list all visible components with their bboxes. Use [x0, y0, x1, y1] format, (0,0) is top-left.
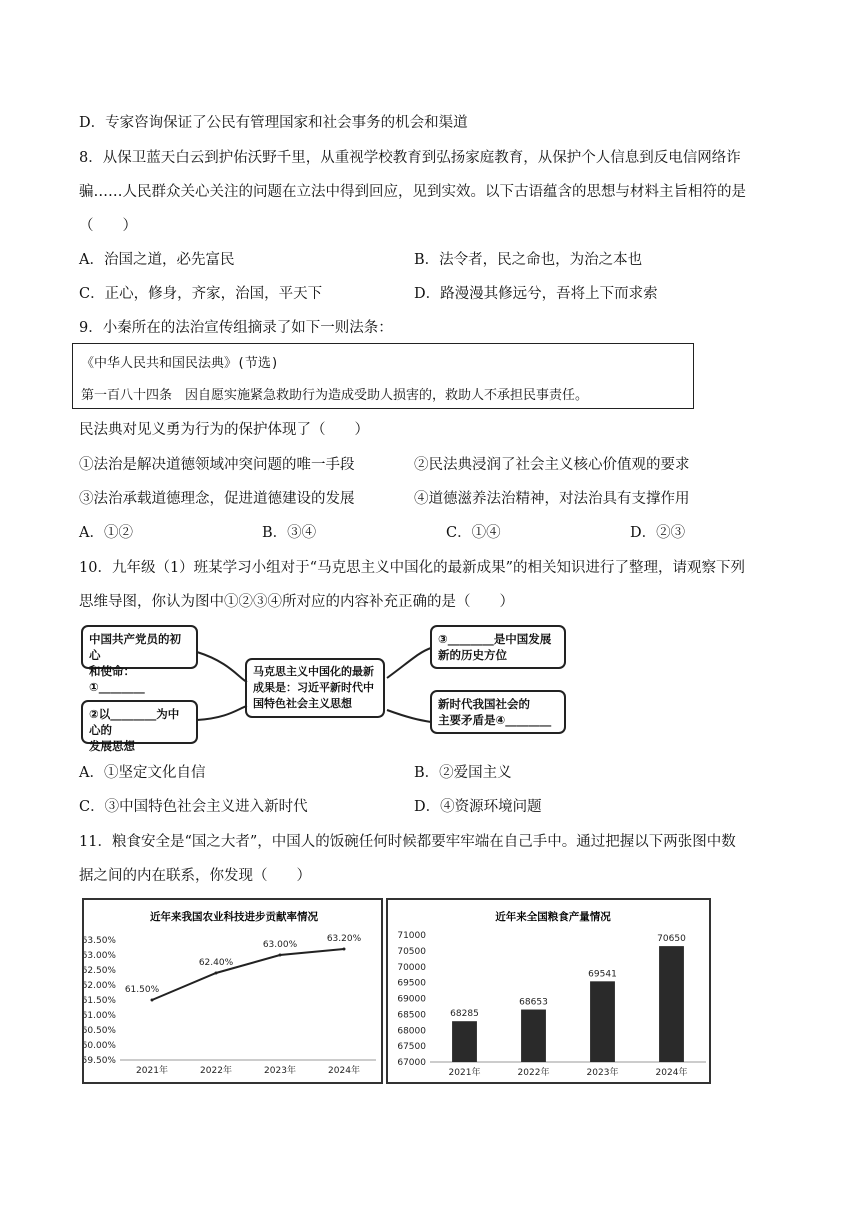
bar [659, 946, 684, 1062]
connector-bottom-right [387, 710, 431, 722]
node-text: ③________是中国发展 [438, 632, 552, 646]
q7-option-d: D．专家咨询保证了公民有管理国家和社会事务的机会和渠道 [79, 115, 468, 131]
x-tick-label: 2022年 [200, 1066, 232, 1076]
y-tick-label: 69500 [397, 978, 426, 989]
q9-stem: 民法典对见义勇为行为的保护体现了（ ） [79, 422, 369, 438]
q10-stem-line-1: 10．九年级（1）班某学习小组对于“马克思主义中国化的最新成果”的相关知识进行了整理，请观察下列 [79, 560, 745, 576]
law-excerpt-box [72, 343, 694, 409]
mindmap-node-center [245, 658, 385, 718]
x-tick-label: 2023年 [264, 1066, 296, 1076]
chart-agri-tech-contribution [82, 898, 383, 1084]
mindmap-node-bottom-left [81, 700, 198, 753]
x-tick-label: 2022年 [517, 1068, 550, 1078]
x-tick-label: 2021年 [448, 1068, 481, 1078]
y-tick-label: 68500 [397, 1010, 426, 1021]
q10-option-d: D．④资源环境问题 [414, 799, 542, 815]
data-point [151, 999, 154, 1002]
data-label: 69541 [588, 969, 617, 980]
q8-option-c: C．正心，修身，齐家，治国，平天下 [79, 286, 323, 302]
connector-bottom-left [197, 706, 247, 720]
q9-statement-4: ④道德滋养法治精神，对法治具有支撑作用 [414, 491, 690, 507]
y-tick-label: 67500 [397, 1042, 426, 1053]
q8-option-a: A．治国之道，必先富民 [79, 252, 235, 268]
q9-statement-3: ③法治承载道德理念，促进道德建设的发展 [79, 491, 355, 507]
data-label: 63.20% [326, 934, 362, 944]
node-text: 发展思想 [89, 739, 135, 753]
line-chart-svg [84, 900, 381, 1082]
bar [590, 981, 615, 1062]
x-tick-label: 2024年 [328, 1066, 360, 1076]
y-tick-label: 62.50% [84, 966, 116, 976]
law-excerpt-title: 《中华人民共和国民法典》(节选) [81, 356, 279, 371]
q11-stem-line-1: 11．粮食安全是“国之大者”，中国人的饭碗任何时候都要牢牢端在自己手中。通过把握以下两张图中数 [79, 834, 736, 850]
node-text: 马克思主义中国化的最新 [253, 665, 374, 678]
x-tick-label: 2023年 [586, 1068, 619, 1078]
data-label: 68285 [450, 1009, 479, 1020]
y-tick-label: 69000 [397, 994, 426, 1005]
node-text: 和使命：①________ [89, 664, 145, 694]
q9-statement-2: ②民法典浸润了社会主义核心价值观的要求 [414, 457, 690, 473]
y-tick-label: 59.50% [84, 1056, 116, 1066]
mindmap-node-top-left [81, 625, 198, 694]
x-tick-label: 2021年 [136, 1066, 168, 1076]
node-text: 新的历史方位 [438, 648, 507, 662]
data-label: 68653 [519, 997, 548, 1008]
data-point [343, 948, 346, 951]
y-tick-label: 60.50% [84, 1026, 116, 1036]
y-tick-label: 71000 [397, 931, 426, 941]
q8-option-b: B．法令者，民之命也，为治之本也 [414, 252, 643, 268]
node-text: 中国共产党员的初心 [89, 632, 181, 662]
data-label: 62.40% [198, 958, 234, 968]
node-text: 新时代我国社会的 [438, 697, 530, 711]
y-tick-label: 68000 [397, 1026, 426, 1037]
connector-top-left [197, 652, 247, 682]
series-line [152, 949, 344, 1000]
data-label: 61.50% [124, 985, 160, 995]
data-point [279, 954, 282, 957]
node-text: ②以________为中心的 [89, 707, 180, 737]
connector-top-right [387, 648, 431, 678]
x-tick-label: 2024年 [655, 1068, 688, 1078]
q9-stem-line-1: 9．小秦所在的法治宣传组摘录了如下一则法条： [79, 320, 393, 336]
chart-title: 近年来全国粮食产量情况 [495, 911, 611, 923]
q8-option-d: D．路漫漫其修远兮，吾将上下而求索 [414, 286, 658, 302]
q9-statement-1: ①法治是解决道德领域冲突问题的唯一手段 [79, 457, 355, 473]
y-tick-label: 61.00% [84, 1011, 116, 1021]
y-tick-label: 61.50% [84, 996, 116, 1006]
y-tick-label: 67000 [397, 1058, 426, 1068]
bar-chart-svg [388, 900, 709, 1082]
chart-grain-output [386, 898, 711, 1084]
q11-stem-line-2: 据之间的内在联系，你发现（ ） [79, 868, 311, 884]
q9-option-d: D．②③ [630, 525, 686, 541]
mindmap-node-bottom-right [430, 690, 566, 734]
q9-option-c: C．①④ [446, 525, 501, 541]
y-tick-label: 62.00% [84, 981, 116, 991]
q10-option-a: A．①坚定文化自信 [79, 765, 206, 781]
y-tick-label: 63.50% [84, 936, 116, 946]
chart-title: 近年来我国农业科技进步贡献率情况 [150, 911, 318, 923]
y-tick-label: 70500 [397, 946, 426, 957]
q9-option-a: A．①② [79, 525, 133, 541]
y-tick-label: 60.00% [84, 1041, 116, 1051]
node-text: 国特色社会主义思想 [253, 697, 352, 710]
q8-stem-line-1: 8．从保卫蓝天白云到护佑沃野千里，从重视学校教育到弘扬家庭教育，从保护个人信息到反电信网络诈 [79, 150, 741, 166]
q10-option-b: B．②爱国主义 [414, 765, 512, 781]
y-tick-label: 70000 [397, 962, 426, 973]
data-label: 63.00% [262, 940, 298, 950]
y-tick-label: 63.00% [84, 951, 116, 961]
node-text: 主要矛盾是④________ [438, 713, 552, 727]
bar [521, 1010, 546, 1062]
law-excerpt-text: 第一百八十四条 因自愿实施紧急救助行为造成受助人损害的，救助人不承担民事责任。 [81, 388, 589, 403]
node-text: 成果是：习近平新时代中 [253, 681, 374, 694]
q10-option-c: C．③中国特色社会主义进入新时代 [79, 799, 308, 815]
q8-stem-line-2: 骗……人民群众关心关注的问题在立法中得到回应，见到实效。以下古语蕴含的思想与材料主旨相符的是 [79, 184, 746, 200]
data-label: 70650 [657, 934, 686, 945]
mindmap-node-top-right [430, 625, 566, 669]
bar [452, 1021, 477, 1062]
q8-stem-line-3: （ ） [79, 218, 137, 234]
q10-stem-line-2: 思维导图，你认为图中①②③④所对应的内容补充正确的是（ ） [79, 594, 514, 610]
q9-option-b: B．③④ [262, 525, 317, 541]
data-point [215, 972, 218, 975]
